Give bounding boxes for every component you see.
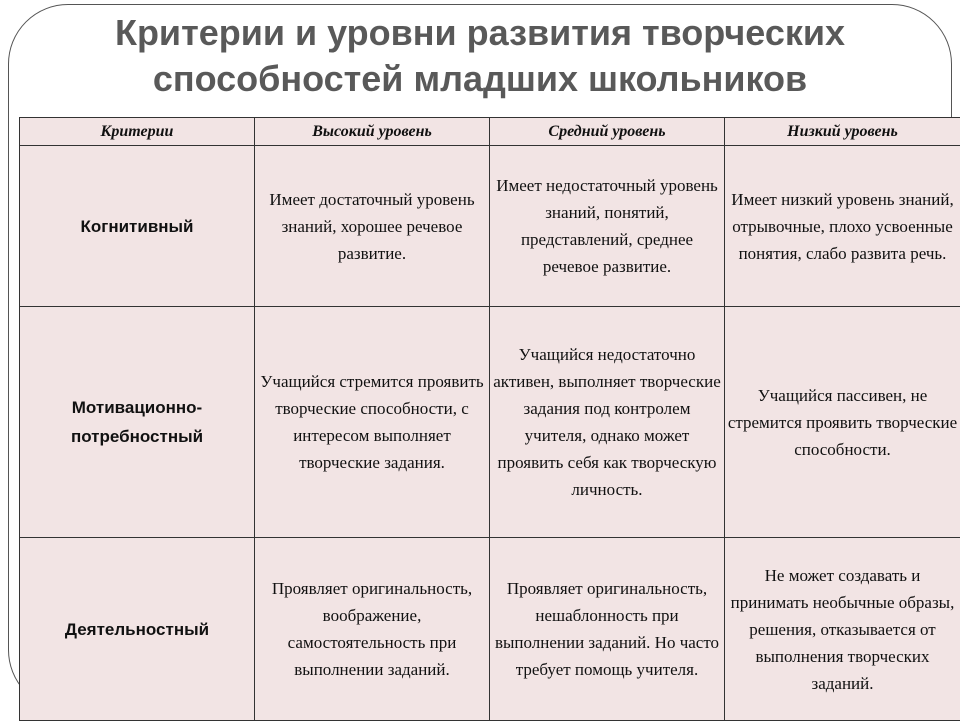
medium-level-cell: Проявляет оригинальность, нешаблонность при выполнении заданий. Но часто требует помощь учителя. (490, 538, 725, 721)
high-level-cell: Проявляет оригинальность, воображение, самостоятельность при выполнении заданий. (255, 538, 490, 721)
table-row-activity (20, 538, 960, 721)
high-level-cell: Имеет достаточный уровень знаний, хорошее речевое развитие. (255, 146, 490, 307)
header-low-level: Низкий уровень (725, 118, 960, 146)
table-header-row (20, 118, 960, 146)
criterion-cell: Когнитивный (20, 146, 255, 307)
low-level-cell: Учащийся пассивен, не стремится проявить творческие способности. (725, 307, 960, 538)
low-level-cell: Имеет низкий уровень знаний, отрывочные, плохо усвоенные понятия, слабо развита речь. (725, 146, 960, 307)
table-row-cognitive (20, 146, 960, 307)
title-line-1: Критерии и уровни развития творческих (115, 12, 845, 53)
table-row-motivational (20, 307, 960, 538)
header-criteria: Критерии (20, 118, 255, 146)
high-level-cell: Учащийся стремится проявить творческие способности, с интересом выполняет творческие задания. (255, 307, 490, 538)
criterion-cell: Мотивационно-потребностный (20, 307, 255, 538)
header-medium-level: Средний уровень (490, 118, 725, 146)
low-level-cell: Не может создавать и принимать необычные образы, решения, отказывается от выполнения творческих заданий. (725, 538, 960, 721)
medium-level-cell: Учащийся недостаточно активен, выполняет творческие задания под контролем учителя, однако может проявить себя как творческую личность. (490, 307, 725, 538)
criteria-table (19, 117, 960, 721)
header-high-level: Высокий уровень (255, 118, 490, 146)
slide-title (0, 10, 960, 102)
title-line-2: способностей младших школьников (153, 58, 807, 99)
medium-level-cell: Имеет недостаточный уровень знаний, понятий, представлений, среднее речевое развитие. (490, 146, 725, 307)
criterion-cell: Деятельностный (20, 538, 255, 721)
